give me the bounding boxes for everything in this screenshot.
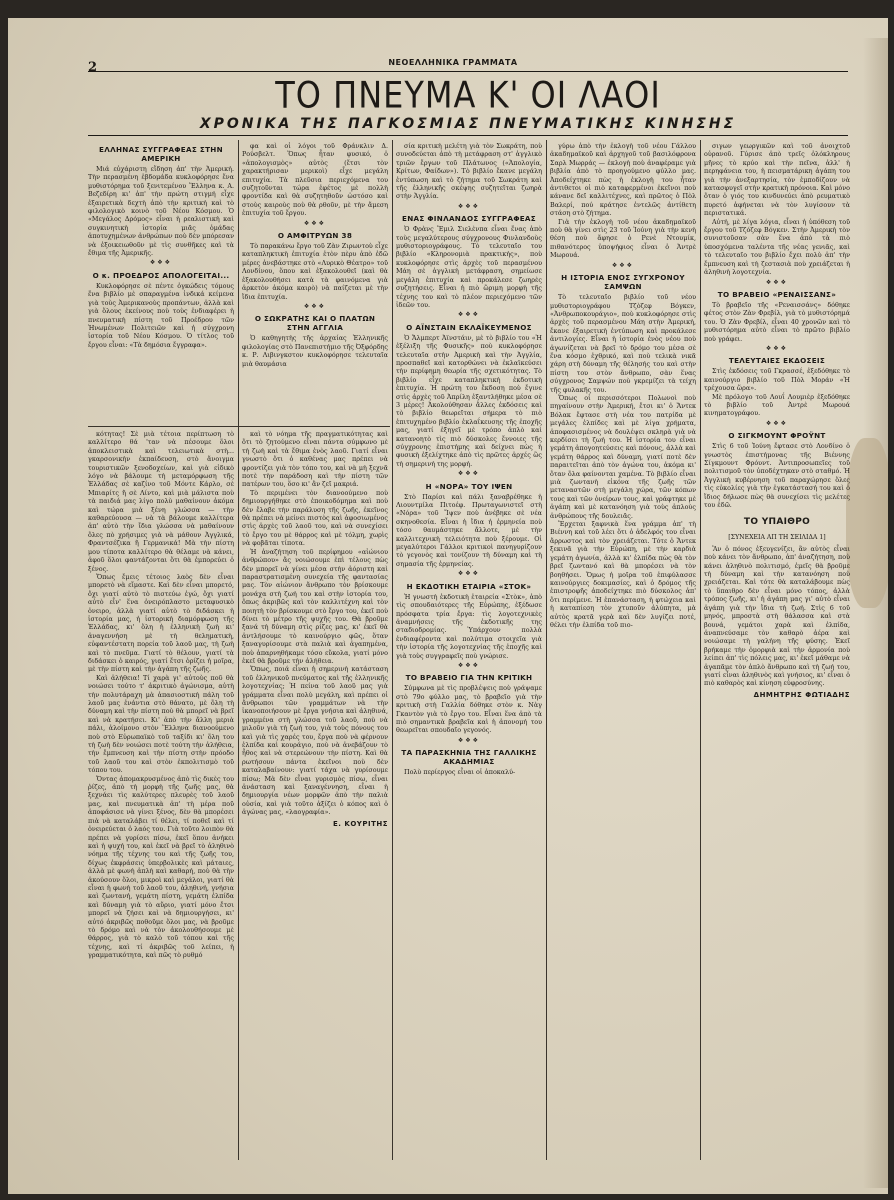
article-text: σία κριτικὴ μελέτη γιὰ τὸν Σωκράτη, ποὺ συνοδεύεται ἀπὸ τὴ μετάφραση στ' ἀγγλικὸ τριῶν ἔργων τοῦ Πλάτωνος («Ἀπολογία, Κρίτων, Φαίδων»). Τὸ βιβλίο ἔκανε μεγάλη ἐντύπωση καὶ τὸ ζήτημα τοῦ Σωκράτη καὶ τῆς ἑλληνικῆς σκέψης συζητεῖται ζωηρὰ στὴν Ἀγγλία. [396,142,542,201]
article-text: Καὶ ἀλήθεια! Τί χαρὰ γι' αὐτοὺς ποῦ θὰ νοιώσει τούτο τ' ἀκριτικὸ ἀγώνισμα, αὐτὴ τὴν πολυτάραχη μὰ ἀπασιοστικὴ πάλη τοῦ λαοῦ μας ἐνάντια στὸ θάνατο, μὲ ὅλη τὴ δύναμη καὶ τὴν πίστη ποὺ θὰ μπορεῖ νὰ βρεῖ καὶ νὰ κρατήσει. Κι' ἀπὸ τὴν ἄλλη μεριὰ πάλι, ἀλοίμονο στὸν Ἕλληνα διανοούμενο ποὺ στὸ Εὐρωπαϊκὸ τοῦ ταξίδι κι' ὅλη του τὴ ζωὴ δὲν νοιώσει ποτὲ τούτη τὴν ἀλήθεια, τὴν ἔμπνευση καὶ τὴν πίστη στὴν πρόοδο τοῦ λαοῦ του καὶ στὸν ἐκπολιτισμὸ τοῦ τόπου του. [88,673,234,775]
ornament: ❖❖❖ [765,419,789,427]
article-text: καὶ τὸ νόημα τῆς πραγματικότητας καὶ ὅτι τὸ ζητούμενο εἶναι πάντα σύμφωνο μὲ τὴ ζωὴ καὶ τὰ ἔθιμα ἑνὸς λαοῦ. Γιατί εἶναι γνωστὸ ὅτι ὁ καθένας μας πρέπει νὰ φροντίζει γιὰ τὸν τόπο του, καὶ νὰ μὴ ξεχνᾶ ποτὲ τὴν παράδοση καὶ τὴν πίστη τῶν πατέρων του, ὅσο κι' ἂν ζεῖ μακριά. [242,430,388,489]
article-text: Γιὰ τὴν ἐκλογὴ τοῦ νέου ἀκαδημαϊκοῦ ποὺ θὰ γίνει στὶς 23 τοῦ Ἰούνη γιὰ τὴν κενὴ θέση ποὺ ἄφησε ὁ Ρενὲ Ντουμίκ, πιθανότερος ὑποψήφιος εἶναι ὁ Ἀντρὲ Μωρουά. [550,217,696,260]
continuation-note: [ΣΥΝΕΧΕΙΑ ΑΠ ΤΗ ΣΕΙΛΙΔΑ 1] [728,534,826,542]
ornament: ❖❖❖ [457,570,481,578]
ornament: ❖❖❖ [457,311,481,319]
article-heading: ΕΛΛΗΝΑΣ ΣΥΓΓΡΑΦΕΑΣ ΣΤΗΝ ΑΜΕΡΙΚΗ [99,145,223,163]
column-1-bottom [88,430,234,1158]
article-heading: Η ΙΣΤΟΡΙΑ ΕΝΟΣ ΣΥΓΧΡΟΝΟΥ ΣΑΜΨΩΝ [561,273,685,292]
article-heading: ΕΝΑΣ ΦΙΝΛΑΝΔΟΣ ΣΥΓΓΡΑΦΕΑΣ [401,214,537,224]
column-rule [546,140,547,1160]
ornament: ❖❖❖ [457,202,481,210]
article-text: Στὸ Παρίσι καὶ πάλι ξαναβρέθηκε ἡ Λιουντμίλα Πιτοέφ. Πρωταγωνιστεῖ στὴ «Νόρα» τοῦ Ἴψεν ποὺ ἀνέβηκε σὲ νέα σκηνοθεσία. Εἶναι ἡ ἴδια ἡ ἐρμηνεία ποὺ τόσο θαυμάστηκε ἄλλοτε, μὲ τὴν καλλιτεχνικὴ τελειότητα ποὺ ξέρουμε. Οἱ μεγαλύτεροι Γάλλοι κριτικοὶ πανηγυρίζουν τὸ γεγονὸς καὶ τονίζουν τὴ δύναμη καὶ τὴ σημασία τῆς ἐρμηνείας. [396,492,542,568]
column-1-top [88,142,234,424]
article-text: Ὅπως ἔμεις τέτοιος λαὸς δὲν εἶναι μπορετὸ νὰ εἴμαστε. Καὶ δὲν εἶναι μπορετό, ὄχι γιατί αὐτὸ τὸ πιστεύω ἐγώ, ὄχι γιατί αὐτὸ εἶν' ἕνα ὀνειρόπλαστο μεταφυσικὸ ὀνειρο, ἀλλὰ γιατί αὐτὸ τὸ διδάσκει ἡ ἱστορία μας, ἡ ἱστορικὴ διαμόρφωση τῆς Ἑλλάδας, κι' ὅλη ἡ ἑλληνικὴ ζωὴ κι' ἀναγεννήση μὲ τὴ θεληματικὴ, εὐφαντέστατη πορεία τοῦ λαοῦ μας, τὴ ζωὴ καὶ τὸ πνεῦμα. Γιατί τὸ θέλουν, γιατί τὰ διδάσκει ὁ καιρός, γιατί ἔτσι ὁρίζει ἡ μοῖρα, μὲ τὴν πίστη καὶ τὴν ἀγάπη τῆς ζωῆς. [88,572,234,674]
article-text: Ὄντας ἀπομακρυσμένος ἀπὸ τὶς δικὲς του ῥίζες, ἀπὸ τὴ μορφὴ τῆς ζωῆς μας, θὰ ξεχνάει τὶς καλύτερες πλευρὲς τοῦ λαοῦ μας, καὶ πνευματικὰ ἀπ' τὴ μέρα ποῦ ἀποφάσισε νὰ γίνει ξένος, δὲν θὰ μπορέσει πιὰ νὰ καταλάβει τί θέλει, τί ποθεῖ καὶ τί ὀνειρεύεται ὁ λαός του. Γιὰ τοῦτο λοιπὸν θὰ πρέπει νὰ γυρίσει πίσω, ἐκεῖ ὅπου ἀνήκει καὶ ἡ ψυχή του, καὶ ἐκεῖ νὰ βρεῖ τὸ ἀληθινὸ νόημα τῆς τέχνης του καὶ τῆς ζωῆς του, δίχως ἐκφράσεις ὑπερβολικὲς καὶ μάταιες, ἀλλὰ μὲ φωνὴ ἁπλὴ καὶ καθαρή, ποὺ θὰ τὴν ἀκούσουν ὅλοι, μικροὶ καὶ μεγάλοι, γιατί θὰ εἶναι ἡ φωνὴ τοῦ λαοῦ του, ἀληθινή, γνήσια καὶ ζωντανή, γεμάτη πίστη, γεμάτη ἐλπίδα καὶ δύναμη γιὰ τὸ αὔριο, γιατί μόνο ἔτσι μπορεῖ νὰ ζήσει καὶ νὰ δημιουργήσει, κι' αὐτό ἀκριβῶς ποθοῦμε ὅλοι μας, νὰ βροῦμε τὸ δρόμο καὶ νὰ τὸν ἀκολουθήσουμε μὲ θάρρος, γιὰ τὸ καλὸ τοῦ τόπου καὶ τῆς τέχνης, καὶ τί ἀκριβῶς τοῦ λείπει, ἡ γραμματικότητα, καὶ πῶς τὸ ρυθμό [88,774,234,960]
article-text: φα καὶ οἱ λόγοι τοῦ Φράνκλιν Δ. Ρούσβελτ. Ὅπως ἦταν φυσικό, ὁ «ἀπολογισμὸς» αὐτὸς (ἔτσι τὸν χαρακτήρισαν μερικοὶ) εἶχε μεγάλη επιτυχία. Τὰ πλεῦσια περιεχόμενα του συζητοῦνται τώρα ἐφέτος μὲ πολλὴ φροντίδα καὶ θὰ συζητηθοῦν ὡστόσο καὶ στοὺς καιροὺς ποὺ θὰ ρθοῦν, μὲ τὴν ἄμεση ἐπιτυχία τοῦ ἔργου. [242,142,388,218]
ornament: ❖❖❖ [457,470,481,478]
article-heading: ΤΑ ΠΑΡΑΣΚΗΝΙΑ ΤΗΣ ΓΑΛΛΙΚΗΣ ΑΚΑΔΗΜΙΑΣ [401,748,537,767]
article-heading: ΤΟ ΥΠΑΙΘΡΟ [743,517,811,528]
article-text: Ὁ καθηγητὴς τῆς ἀρχαίας Ἑλληνικῆς φιλολογίας στὸ Πανεπιστήμιο τῆς Ὀξφόρδης κ. Ρ. Λιβινγκστον κυκλοφόρησε τελευταῖα μιὰ θαυμάσια [242,334,388,368]
article-text: Ἔρχεται ξαφνικὰ ἕνα γράμμα ἀπ' τὴ Βιέννη καὶ τοῦ λέει ὅτι ὁ ἀδελφός του εἶναι ἄρρωστος καὶ τὸν χρειάζεται. Τότε ὁ Ἄντεκ ξεκινᾶ γιὰ τὴν Εὐρώπη, μὲ τὴν καρδιὰ γεμάτη ἀγωνία, ἀλλὰ κι' ἐλπίδα πὼς θὰ τὸν βρεῖ ζωντανό καὶ θὰ μπορέσει νὰ τὸν βοηθήσει. Ὅμως ἡ μοῖρα τοῦ ἐπιφύλασσε καινούργιες δοκιμασίες, καὶ ὁ δρόμος τῆς ἐπιστροφῆς ἀποδείχτηκε πιὸ δύσκολος ἀπ' ὅτι περίμενε. Ἡ ἐπανάσταση, ἡ φτώχεια καὶ ἡ καταπίεση τὸν χτυποῦν ἀλύπητα, μὰ αὐτὸς κρατᾶ γερὰ καὶ δὲν λυγίζει ποτέ, θέλει τὴν ἐλπίδα τοῦ πιο- [550,520,696,629]
page-subheadline: ΧΡΟΝΙΚΑ ΤΗΣ ΠΑΓΚΟΣΜΙΑΣ ΠΝΕΥΜΑΤΙΚΗΣ ΚΙΝΗΣΗΣ [199,116,737,132]
article-heading: Ο κ. ΠΡΟΕΔΡΟΣ ΑΠΟΛΟΓΕΙΤΑΙ... [92,270,230,280]
article-text: Τὸ τελευταῖο βιβλίο τοῦ νέου μυθιστοριογράφου Τζὸζεφ Βόγκεν, «Ἀνθρωποκουράγιο», ποὺ κυκλοφόρησε στὶς ἀρχὲς τοῦ περασμένου Μάη στὴν Ἀμερική, ἔκανε ἐξαιρετικὴ ἐντύπωση καὶ προκάλεσε ἀντιλογίες. Εἶναι ἡ ἱστορία ἑνὸς νέου ποὺ ἀγωνίζεται νὰ βρεῖ τὸ δρόμο του μέσα σὲ ἕνα κόσμο ἐχθρικό, καὶ ποὺ τελικὰ νικᾶ χάρη στὴ δύναμη τῆς θέλησής του καὶ στὴν πίστη του στὸν ἄνθρωπο, σὰν ἕνας σύγχρονος Σαμψών ποὺ γκρεμίζει τὰ τείχη τῆς φυλακῆς του. [550,293,696,394]
ornament: ❖❖❖ [457,736,481,744]
article-text: κότητας! Σὲ μιὰ τέτοια περίπτωση τὸ καλλίτερο θά 'ταν νὰ πέσουμε ὅλοι ἀποκλειστικὰ καὶ τελειωτικὰ στὴ... γκαρσονικὴν ἐκπαίδευση, στὸ ἄνοιγμα τουριστικῶν ξενοδοχείων, καὶ γιὰ εἰδικὸ λόγο νὰ βάλουμε τὴ μεταμόρφωση τῆς Ἑλλάδας σὲ καζίνο τοῦ Μόντε Κάρλο, σὲ Μπιαρίτς ἢ σὲ Λίντο, καὶ μιὰ μάλιστα ποὺ τὰ παιδιά μας λίγο πολὺ μαθαίνουν ἀκόμα καὶ τώρα μιὰ ξένη γλώσσα — τὴν καθαρεύουσα — νὰ τὰ βάλουμε καλλίτερα ἀπ' αὐτὸ τὴν ἴδια γλώσσα νὰ μαθαίνουν ὅλες πὸ χρήσιμες γιὰ νὰ μάθουν Ἀγγλικά, Φραντσέζικα ἢ Γερμανικά! Μὰ τὴν πίστη μου τίποτα καλλίτερο θὰ θέλαμε νὰ κάνει, ἀφοῦ ὅλοι φαντάζονται ὅτι θὰ ἐμπορεύει ὁ ξένος. [88,430,234,573]
author-signature: ΔΗΜΗΤΡΗΣ ΦΩΤΙΑΔΗΣ [753,690,850,699]
article-text: γύρω ἀπὸ τὴν ἐκλογὴ τοῦ νέου Γάλλου ἀκαδημαϊκοῦ καὶ ἀρχηγοῦ τοῦ βασιλόφρονα Σαρλ Μωρράς — ἐκλογὴ ποὺ ἀναφέραμε γιὰ βιβλία ἀπὸ τὸ προηγούμενο φύλλο μας. Ἀποδείχτηκε πὼς ἡ ἐκλογὴ του ἦταν ἀντιθετοι οἱ πιὸ καταφερμένοι ἐκεῖνοι ποὺ κάνανε δεῖ καλλιτέχνες, καὶ πρῶτος ὁ Πὸλ Βαλερί, πού κράτησε ἐντελῶς ἀντίθετη στάση στὸ ζήτημα. [550,142,696,218]
ornament: ❖❖❖ [457,661,481,669]
masthead-rule [88,71,848,72]
article-heading: Ο ΑΜΦΙΤΡΥΩΝ 38 [277,231,353,241]
column-4 [550,142,696,1158]
article-text: Ὁ Ἄλμπερτ Ἀϊνστάιν, μὲ τὸ βιβλίο του «Ἡ ἐξέλιξη τῆς Φυσικῆς» ποὺ κυκλοφόρησε τελευταῖα στὴν Ἀμερικὴ καὶ τὴν Ἀγγλία, προσπαθεῖ καὶ κατορθώνει νὰ ἐκλαϊκεύσει τὴν περίφημη θεωρία τῆς σχετικότητας. Τὸ βιβλίο εἶχε καταπληκτικὴ ἐκδοτικὴ ἐπιτυχία. Ἡ πρώτη του ἔκδοση ποὺ ἔγινε στὶς ἀρχὲς τοῦ Ἀπρίλη ἐξαντλήθηκε μέσα σὲ 3 μέρες! Ἀκολούθησαν ἄλλες ἐκδόσεις καὶ τὸ βιβλίο θεωρεῖται σήμερα τὸ πιὸ ἐπιτυχημένο βιβλίο ἐκλαΐκευσης τῆς ἐποχῆς μας, γιατί ἐξηγεῖ μὲ τρόπο ἁπλὸ καὶ κατανοητὸ τὶς πιὸ δύσκολες ἔννοιες τῆς σύγχρονης ἐπιστήμης καὶ δείχνει πὼς ἡ φυσικὴ ἐξελίχτηκε ἀπὸ τὶς πρῶτες ἀρχές ὣς τὴ σημερινή της μορφή. [396,333,542,468]
article-heading: Ο ΣΙΓΚΜΟΥΝΤ ΦΡΟΫΝΤ [728,431,826,441]
column-rule [238,140,239,1160]
article-text: σιγων γεωργικῶν καὶ τοῦ ἀνοιχτοῦ οὐρανοῦ. Γύρισε ἀπὸ τρεῖς ὁλόκληρους μῆνες τὸ κρύο καὶ τὴν πεῖνα, ἀλλ' ἡ περηφάνεια του, ἡ πεισματάρικη ἀγάπη του γιὰ τὴν ἀνεξαρτησία, τὸν ἐμποδίζουν νὰ κατασφυγεῖ στὴν κρατικὴ πρόνοια. Καὶ μόνο ὅταν ὁ γιός του κινδυνεύει ἀπὸ ρευματικὸ πυρετό ἀφήνεται νὰ τὸν λυγίσουν τὰ περιστατικά. [704,142,850,218]
ornament: ❖❖❖ [303,219,327,227]
article-text: Κυκλοφόρησε σὲ πέντε ὀγκώδεις τόμους ἕνα βιβλίο μὲ σπαραγμένα ἰνδικά κείμενα γιὰ τοὺς Ἀμερικανοὺς προπάντων, ἀλλὰ καὶ γιὰ ὅλους ἐκείνους ποὺ τοὺς ἐνδιαφέρει ἡ πνευματικὴ πίστη τοῦ Προέδρου τῶν Ἡνωμένων Πολιτειῶν καὶ ἡ σύγχρονη ἱστορία τοῦ Νέου Κόσμου. Ὁ τίτλος τοῦ ἔργου εἶναι: «Τὰ δημόσια ἔγγραφα». [88,281,234,349]
article-text: Αὐτή, μὲ λίγα λόγια, εἶναι ἡ ὑπόθεση τοῦ ἔργου τοῦ Τζόζεφ Βόγκεν. Στὴν Ἀμερικὴ τὸν συνιστοῦσαν σὰν ἕνα ἀπὸ τὰ πιὸ ὑποσχόμενα ταλέντα τῆς νέας γενιᾶς, καὶ τὸ τελευταῖο του βιβλίο ἔχει πολὺ ἀπ' τὴν ἔμπνευση καὶ τὴ ζεστασιὰ ποὺ χρειάζεται ἡ ἀληθινὴ λογοτεχνία. [704,217,850,277]
article-text: Τὸ περιμένει τὸν διανοούμενο ποὺ δημιουργήθηκε στὸ ἐποικοδόμημα καὶ ποὺ δὲν ἔλαβε τὴν παράλυση τῆς ζωῆς, ἐκεῖνος θὰ πρέπει νὰ μείνει πιστὸς καὶ ἀφοσιωμένος στὶς ἀρχὲς τοῦ λαοῦ του, καὶ νὰ συνεχίσει τὸ ἔργο του μὲ θάρρος καὶ μὲ τόλμη, χωρὶς νὰ φοβᾶται τίποτα. [242,488,388,548]
author-signature: Ε. ΚΟΥΡΙΤΗΣ [333,819,388,828]
masthead: ΝΕΟΕΛΛΗΝΙΚΑ ΓΡΑΜΜΑΤΑ [388,58,518,67]
article-text: Τὸ βραβεῖο τῆς «Ρεναισσάνς» δόθηκε φέτος στὸν Ζὰν Φρεβίλ, γιὰ τὸ μυθιστόρημά του. Ὁ Ζὰν Φρεβίλ, εἶναι 40 χρονῶν καὶ τὸ μυθιστόρημα αὐτὸ εἶναι τὸ πρῶτο βιβλίο ποὺ γράφει. [704,300,850,343]
article-heading: Η ΕΚΔΟΤΙΚΗ ΕΤΑΙΡΙΑ «ΣΤΟΚ» [406,581,532,591]
column-3 [396,142,542,1158]
column-rule [392,140,393,1160]
article-text: Ἡ ἀναζήτηση τοῦ περίφημου «αἰώνιου ἀνθρώπου» ἄς νοιώσουμε ἐπὶ τέλους πὼς δὲν μπορεῖ νὰ γίνει μέσα στὴν ἀόριστη καὶ παραστρατισμένη συνεχεία τῆς φαντασίας μας. Τὸν αἰώνιον ἄνθρωπο τὸν βρίσκουμε μονάχα στὴ ζωή του καὶ στὴν ἱστορία του, ὅπως ἀκριβῶς καὶ τὸν καλλιτέχνη καὶ τὸν ποιητὴ τὸν βρίσκουμε στὸ ἔργο του, ἐκεῖ ποὺ δίνει τὸ μέτρο τῆς ψυχῆς του. Θὰ βροῦμε ξανά τὴ δύναμη στὶς ρίζες μας, κι' ἐκεῖ θὰ ἀντλήσουμε τὸ καινούργιο φῶς, ὅταν ξαναγυρίσουμε στὰ παλιὰ καὶ ἀγαπημένα, ποὺ ἀπαρνηθήκαμε τόσο εὔκολα, γιατί μόνο ἐκεῖ θὰ βροῦμε τὴν ἀλήθεια. [242,547,388,665]
section-rule [88,426,390,427]
ornament: ❖❖❖ [765,344,789,352]
ornament: ❖❖❖ [611,261,635,269]
article-text: Ὁ Φρὰνς Ἔμιλ Σιελὲνπα εἶναι ἕνας ἀπὸ τοὺς μεγαλύτερους σύγχρονους Φινλανδοὺς μυθιστοριογράφους. Τὸ τελευταῖο του βιβλίο «Κληρονομιὰ πρακτικής», ποὺ κυκλοφόρησε στὶς ἀρχὲς τοῦ περασμένου Μάη σὲ ἀγγλικὴ μετάφραση, σημείωσε μεγάλη ἐπιτυχία καὶ προκάλεσε ζωηρὲς συζητήσεις. Εἶναι ἡ πιὸ ὥριμη μορφὴ τῆς τέχνης του καὶ τὸ πλέον περιεχόμενο τῶν ἰδεῶν του. [396,225,542,309]
column-2-bottom [242,430,388,1158]
article-text: Σύμφωνα μὲ τὶς προβλέψεις ποὺ γράψαμε στὸ 79ο φύλλο μας, τὸ βραβεῖο γιὰ τὴν κριτικὴ στὴ Γαλλία δόθηκε στὸν κ. Νὰγ Γκαντὸν γιὰ τὸ ἔργο του. Εἶναι ἕνα ἀπὸ τὰ πιὸ σημαντικὰ βραβεῖα καὶ ἡ ἀπονομή του θεωρεῖται σπουδαῖο γεγονός. [396,684,542,735]
ornament: ❖❖❖ [303,302,327,310]
article-heading: ΤΕΛΕΥΤΑΙΕΣ ΕΚΔΟΣΕΙΣ [728,356,826,366]
article-text: Τὸ παρακάνω ἔργο τοῦ Ζὰν Ζιρωντοὺ εἶχε καταπληκτικὴ ἐπιτυχία ἐτὸν πὲρυ ἀπὸ ἐδῶ μέρες ἀνεβάστηκε στὸ «Λυρικὸ Θέατρο» τοῦ Λονδίνου, ὅπου καὶ ἐξακολουθεῖ (καὶ θὰ ἐξακολουθήσει κατὰ τὰ φαινόμενα γιὰ ἀρκετὸν ἀκόμα καιρὸ) νὰ παίζεται μὲ τὴν ἴδια ἐπιτυχία. [242,242,388,301]
newspaper-page [8,18,888,1194]
article-text: Ὅπως, ποιά εἶναι ἡ σημερινὴ κατάσταση τοῦ ἑλληνικοῦ πνεύματος καὶ τῆς ἑλληνικῆς λογοτεχνίας; Ἡ πείνα τοῦ λαοῦ μας γιὰ γράμματα εἶναι πολὺ μεγάλη, καὶ πρέπει οἱ ἄνθρωποι τῶν γραμμάτων νὰ τὴν ἱκανοποιήσουν μὲ ἔργα γνήσια καὶ ἀληθινά, γραμμένα στὴ γλώσσα τοῦ λαοῦ, ποὺ νὰ μιλοῦν γιὰ τὴ ζωή του, γιὰ τοὺς πόνους του καὶ γιὰ τὶς χαρές του, ἔργα ποὺ νὰ φέρνουν ἐλπίδα καὶ κουράγιο, ποὺ νὰ ἀνεβάζουν τὸ ἦθος καὶ νὰ στερεώνουν τὴν πίστη. Καὶ θὰ ρωτήσουν πάντα ἐκεῖνοι ποὺ δὲν καταλαβαίνουν: γιατί τάχα νὰ γυρίσουμε πίσω; Μὰ δὲν εἶναι γυρισμὸς πίσω, εἶναι ἀνάσταση καὶ ξαναγέννηση, εἶναι ἡ δημιουργία νέων μορφῶν ἀπὸ τὴν παλιὰ οὐσία, καὶ γιὰ τοῦτο ἀξίζει ὁ κόπος καὶ ὁ ἀγώνας μας, «λαογραφία». [242,665,388,817]
column-5 [704,142,850,1158]
subheadline-rule [88,135,848,136]
article-text: Πολὺ περίεργος εἶναι οἱ ἀποκαλύ- [404,768,516,777]
page-number: 2 [88,60,98,75]
article-text: Ἡ γνωστὴ ἐκδοτικὴ ἑταιρεία «Στὸκ», ἀπὸ τὶς σπουδαιότερες τῆς Εὐρώπης, ἐξέδωσε πρόσφατα τρία ἔργα: τὶς λογοτεχνικὲς ἀναμνήσεις τῆς ἐκδοτικῆς της σταδιοδρομίας. Ὑπάρχουν πολλὰ ἐνδιαφέροντα καὶ πολύτιμα στοιχεῖα γιὰ τὴν ἱστορία τῆς λογοτεχνίας τῆς ἐποχῆς καὶ γιὰ τοὺς συγγραφεῖς ποὺ γνώρισε. [396,592,542,660]
article-text: Στὶς 6 τοῦ Ἰούνη ἔφτασε στὸ Λονδίνο ὁ γνωστὸς ἐπιστήμονας τῆς Βιέννης Σίγκμουντ Φρόυντ. Ἀντιπροσωπεῖες τοῦ πολιτισμοῦ τὸν ὑποδέχτηκαν στὸ σταθμό. Ἡ Ἀγγλικὴ κυβέρνηση τοῦ παραχώρησε ὅλες τὶς εὐκολίες γιὰ τὴν ἐγκατάστασή του καὶ ὁ ἴδιος δήλωσε πὼς θὰ συνεχίσει τὶς μελέτες του ἐδῶ. [704,442,850,510]
ornament: ❖❖❖ [765,278,789,286]
article-heading: Η «ΝΟΡΑ» ΤΟΥ ΙΨΕΝ [425,481,513,491]
article-heading: Ο ΑΪΝΣΤΑΙΝ ΕΚΛΑΪΚΕΥΜΕΝΟΣ [406,322,532,332]
article-text: Στὶς ἐκδόσεις τοῦ Γκρασσέ, ἐξεδόθηκε τὸ καινούργιο βιβλίο τοῦ Πὸλ Μοράν «Ἡ τρέχουσα ὥρα». [704,367,850,393]
ornament: ❖❖❖ [149,259,173,267]
page-headline: ΤΟ ΠΝΕΥΜΑ Κ' ΟΙ ΛΑΟΙ [275,73,661,117]
paper-stain [846,438,888,608]
column-2-top [242,142,388,424]
article-text: Ὅπως οἱ περισσότεροι Πολωνοὶ ποὺ πηγαίνουν στὴν Ἀμερική, ἔτσι κι' ὁ Ἄντεκ Βόλακ ἔφτασε στὴ νέα του πατρίδα μὲ μεγάλες ἐλπίδες καὶ μὲ λίγα χρήματα, ἀποφασισμένος νὰ δουλέψει σκληρὰ γιὰ νὰ κερδίσει τὴ ζωή του. Ἡ ἱστορία του εἶναι γεμάτη ἀπογοητεύσεις καὶ πόνους, ἀλλὰ καὶ γεμάτη θάρρος καὶ δύναμη, γιατί ποτὲ δὲν παραιτεῖται ἀπὸ τὸν ἀγώνα του, ἀκόμα κι' ὅταν ὅλα φαίνονται χαμένα. Τὸ βιβλίο εἶναι μιὰ ζωντανὴ εἰκόνα τῆς ζωῆς τῶν μεταναστῶν στὴ μεγάλη χώρα, τῶν κόπων τους καὶ τῶν ὀνείρων τους, καὶ γράφτηκε μὲ ἀγάπη καὶ μὲ κατανόηση γιὰ τοὺς ἁπλοὺς ἀνθρώπους τῆς δουλειᾶς. [550,393,696,520]
page-shadow [863,38,888,1188]
article-text: Μιά εὐχάριστη εἴδηση ἀπ' τὴν Ἀμερική. Τὴν περασμένη ἑβδομάδα κυκλοφόρησε ἕνα μυθιστόρημα τοῦ ξενιτεμένου Ἕλληνα κ. Α. Βεζεδίρη κι' ἀπ' τὴν πρώτη στιγμή εἶχε ἐξαιρετικὰ δεχτὴ ἀπὸ τὴν κριτική καὶ τὸ φιλολογικὸ κοινὸ τοῦ Νέου Κόσμου. Ὁ «Μεγάλος Δρόμος» εἶναι ἡ ρεαλιστικὴ καὶ συγκινητικὴ ἱστορία μιᾶς ὁμάδας ἀποτυχημένων ἀνθρώπων ποὺ δὲν μπόρεσαν νὰ ἐξοικειωθοῦν μὲ τὶς συνθῆκες καὶ τὰ ἔθιμα τῆς Ἀμερικῆς. [88,165,234,258]
article-heading: ΤΟ ΒΡΑΒΕΙΟ ΓΙΑ ΤΗΝ ΚΡΙΤΙΚΗ [405,673,533,683]
article-text: Ἂν ὁ πόνος ἐξευγενίζει, ἂν αὐτὸς εἶναι ποὺ κάνει τὸν ἄνθρωπο, ἀπ' ἀναζήτηση, ποὺ κάνει ἀληθινὸ πολιτισμό, ἐμεῖς θὰ βροῦμε τὴ δύναμη καὶ τὴν κατανόηση ποὺ χρειάζεται. Καὶ τότε θὰ καταλάβουμε πὼς τὸ ὕπαιθρο δὲν εἶναι μόνο τόπος, ἀλλὰ τρόπος ζωῆς, κι' ἡ ἀγάπη μας γι' αὐτὸ εἶναι ἀγάπη γιὰ τὴν ἴδια τὴ ζωή. Στὶς 6 τοῦ μηνός, μπροστὰ στὴ θάλασσα καὶ στὰ βουνά, γεμάτοι χαρὰ καὶ ἐλπίδα, ἀναπνεύσαμε τὸν καθαρὸ ἀέρα καὶ νοιώσαμε τὴ γαλήνη τῆς φύσης. Ἐκεῖ βρήκαμε τὴν ὀμορφιὰ καὶ τὴν ἁρμονία ποὺ λείπει ἀπ' τὶς πόλεις μας, κι' ἐκεῖ μάθαμε νὰ ἀγαπᾶμε τὸν ἁπλὸ ἄνθρωπο καὶ τὴ ζωή του, γιατί εἶναι ἀληθινὸς καὶ γνήσιος, κι' εἶναι ὁ πιὸ καθαρὸς καὶ κίνηση εὐφροσύνης. [704,544,850,688]
article-text: Μὲ πρόλογο τοῦ Λουΐ Λουμιὲρ ἐξεδόθηκε τὸ βιβλίο τοῦ Ἀντρὲ Μωρουά κινηματογράφου. [704,392,850,418]
column-rule [700,140,701,1160]
article-heading: ΤΟ ΒΡΑΒΕΙΟ «ΡΕΝΑΙΣΣΑΝΣ» [717,289,837,299]
article-heading: Ο ΣΩΚΡΑΤΗΣ ΚΑΙ Ο ΠΛΑΤΩΝ ΣΤΗΝ ΑΓΓΛΙΑ [254,314,376,333]
